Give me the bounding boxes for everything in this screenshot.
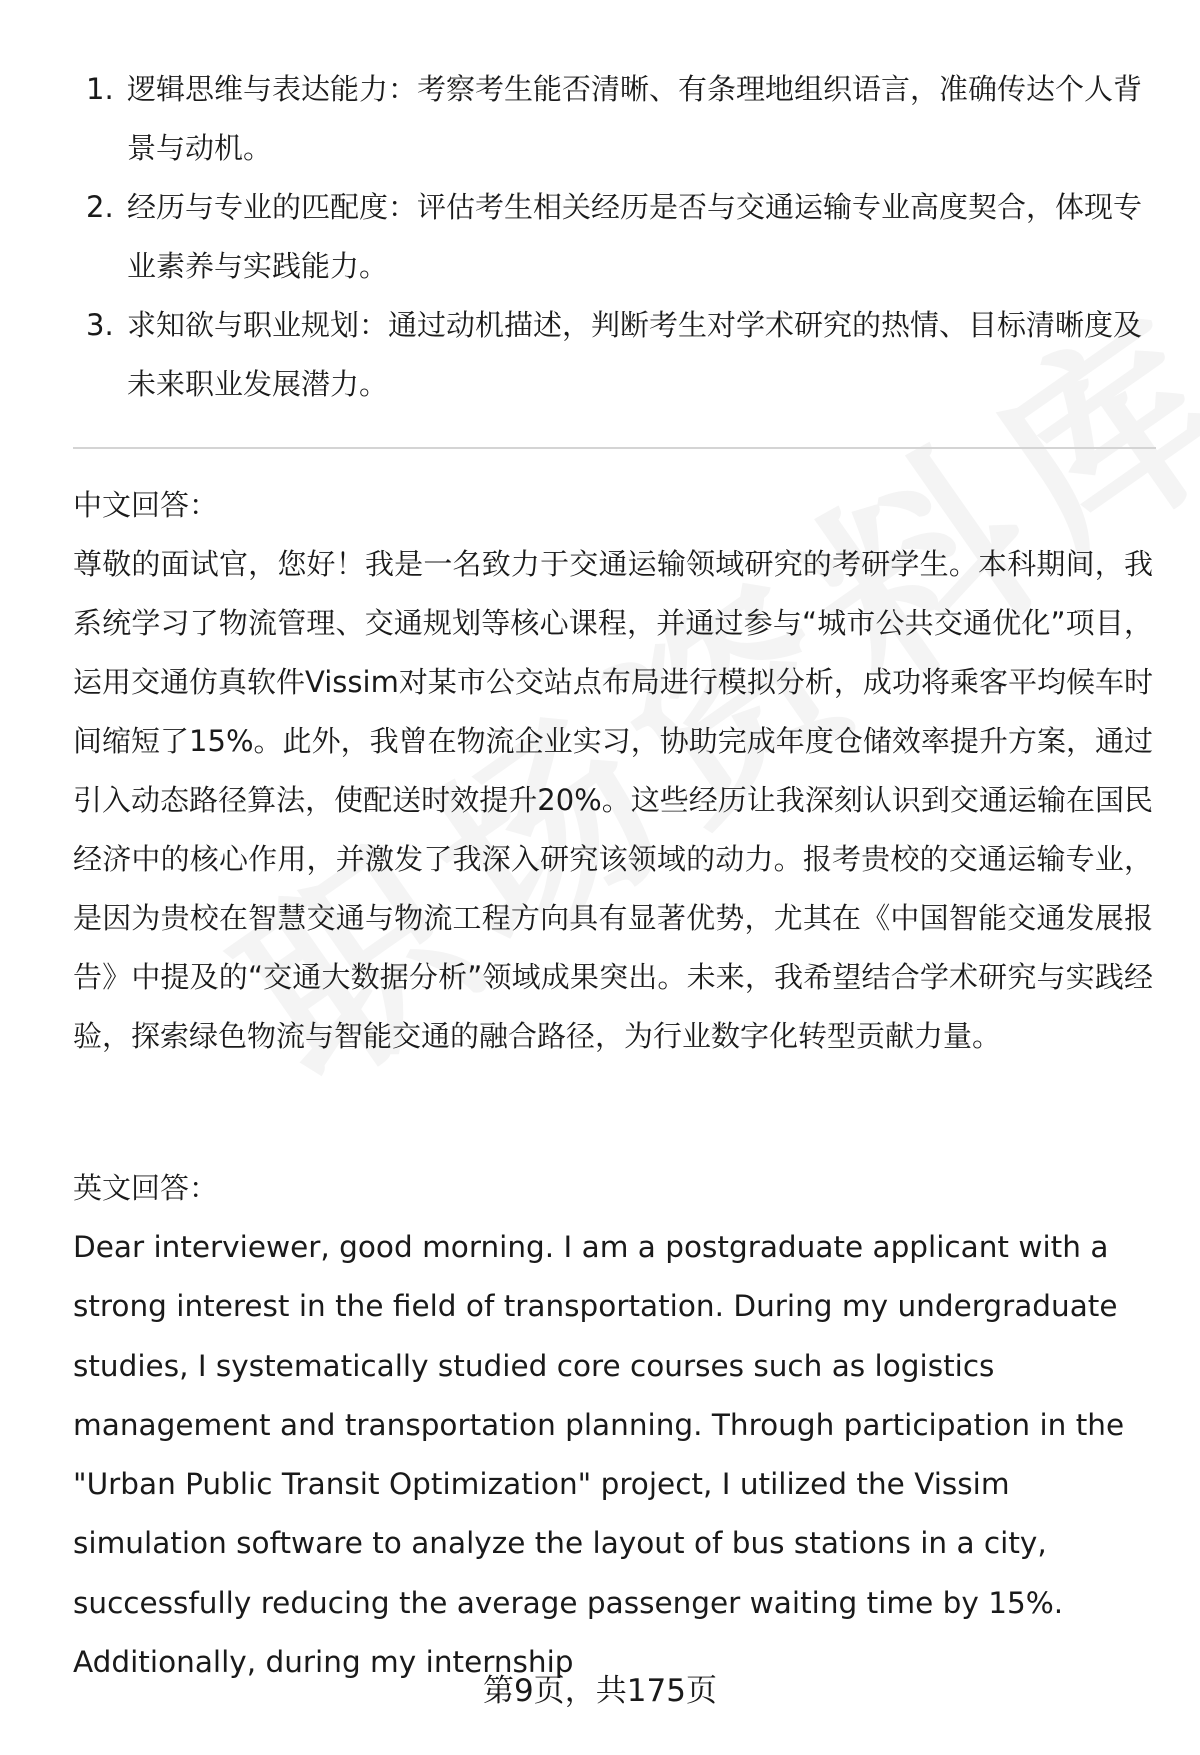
chinese-answer-text: 尊敬的面试官，您好！我是一名致力于交通运输领域研究的考研学生。本科期间，我系统学习了物流管理、交通规划等核心课程，并通过参与“城市公共交通优化”项目，运用交通仿真软件Vissim对某市公交站点布局进行模拟分析，成功将乘客平均候车时间缩短了15%。此外，我曾在物流企业实习，协助完成年度仓储效率提升方案，通过引入动态路径算法，使配送时效提升20%。这些经历让我深刻认识到交通运输在国民经济中的核心作用，并激发了我深入研究该领域的动力。报考贵校的交通运输专业，是因为贵校在智慧交通与物流工程方向具有显著优势，尤其在《中国智能交通发展报告》中提及的“交通大数据分析”领域成果突出。未来，我希望结合学术研究与实践经验，探索绿色物流与智能交通的融合路径，为行业数字化转型贡献力量。	[73, 547, 1153, 1053]
page-number: 第9页，共175页	[483, 1673, 717, 1709]
page-footer	[0, 1668, 1200, 1714]
list-item-text: 经历与专业的匹配度：评估考生相关经历是否与交通运输专业高度契合，体现专业素养与实践能力。	[127, 190, 1143, 283]
list-item	[73, 296, 1153, 414]
list-item	[73, 60, 1153, 178]
section-divider	[73, 447, 1156, 449]
list-item-text: 求知欲与职业规划：通过动机描述，判断考生对学术研究的热情、目标清晰度及未来职业发展潜力。	[127, 308, 1143, 401]
english-answer-section	[73, 1159, 1153, 1692]
english-answer-text: Dear interviewer, good morning. I am a postgraduate applicant with a strong interest in the field of transportation. During my undergraduate studies, I systematically studied core courses such as logistics management and transportation planning. Through participation in the "Urban Public Transit Optimization" project, I utilized the Vissim simulation software to analyze the layout of bus stations in a city, successfully reducing the average passenger waiting time by 15%. Additionally, during my internship	[73, 1230, 1125, 1680]
list-item-text: 逻辑思维与表达能力：考察考生能否清晰、有条理地组织语言，准确传达个人背景与动机。	[127, 72, 1143, 165]
list-item-number: 2.	[86, 190, 114, 224]
english-answer-label: 英文回答：	[73, 1171, 219, 1205]
list-item-number: 3.	[86, 308, 114, 342]
list-item	[73, 178, 1153, 296]
evaluation-criteria-list	[73, 60, 1153, 414]
list-item-number: 1.	[86, 72, 114, 106]
chinese-answer-section	[73, 476, 1153, 1066]
chinese-answer-label: 中文回答：	[73, 488, 219, 522]
